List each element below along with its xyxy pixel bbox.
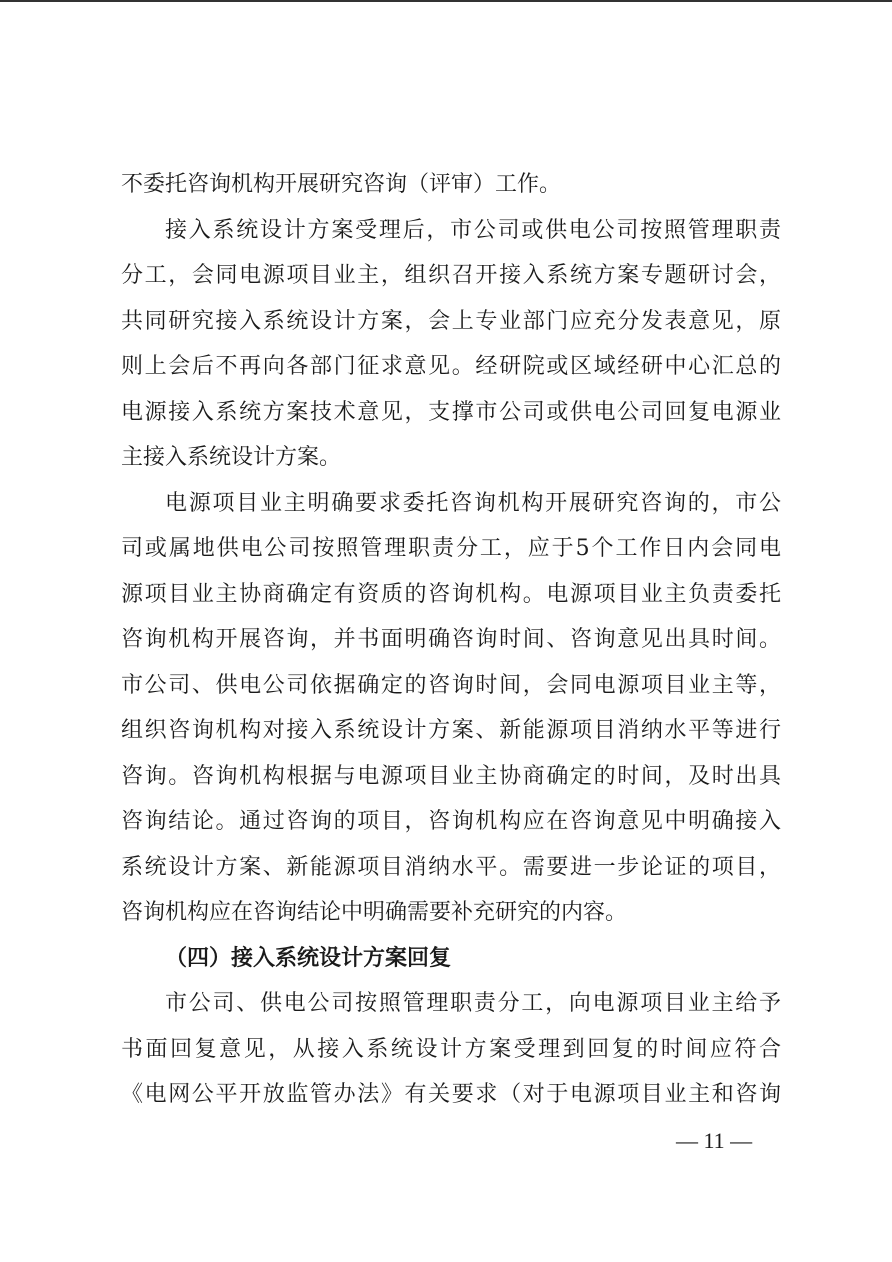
text-line: 电源接入系统方案技术意见，支撑市公司或供电公司回复电源业 [121,399,781,425]
page-number: — 11 — [676,1128,753,1153]
top-border-rule [0,0,892,2]
text-line: 分工，会同电源项目业主，组织召开接入系统方案专题研讨会， [121,263,781,288]
text-line: 书面回复意见，从接入系统设计方案受理到回复的时间应符合 [121,1036,781,1062]
text-line: 不委托咨询机构开展研究咨询（评审）工作。 [121,172,562,197]
text-line: 接入系统设计方案受理后，市公司或供电公司按照管理职责 [165,217,781,243]
section-heading-text: （四）接入系统设计方案回复 [165,944,452,971]
text-line: 咨询机构应在咨询结论中明确需要补充研究的内容。 [121,900,628,925]
section-heading [121,936,781,982]
text-line: 市公司、供电公司依据确定的咨询时间，会同电源项目业主等， [121,672,781,698]
text-line: 咨询。咨询机构根据与电源项目业主协商确定的时间，及时出具 [121,763,781,789]
text-line: 电源项目业主明确要求委托咨询机构开展研究咨询的，市公 [165,490,781,516]
text-line: 咨询结论。通过咨询的项目，咨询机构应在咨询意见中明确接入 [121,809,781,834]
document-body [121,162,781,1118]
text-line: 共同研究接入系统设计方案，会上专业部门应充分发表意见，原 [121,308,781,334]
paragraph-consulting-agency [121,481,781,936]
text-line: 咨询机构开展咨询，并书面明确咨询时间、咨询意见出具时间。 [121,627,781,652]
text-line: 《电网公平开放监管办法》有关要求（对于电源项目业主和咨询 [121,1082,781,1107]
text-line: 司或属地供电公司按照管理职责分工，应于5个工作日内会同电 [121,536,781,561]
text-line: 系统设计方案、新能源项目消纳水平。需要进一步论证的项目， [121,854,781,880]
text-line: 市公司、供电公司按照管理职责分工，向电源项目业主给予 [165,991,781,1016]
text-line: 组织咨询机构对接入系统设计方案、新能源项目消纳水平等进行 [121,718,781,743]
paragraph-reply [121,981,781,1118]
paragraph-review-meeting [121,208,781,481]
text-line: 主接入系统设计方案。 [121,445,342,470]
paragraph-continuation [121,162,781,208]
text-line: 则上会后不再向各部门征求意见。经研院或区域经研中心汇总的 [121,354,781,379]
text-line: 源项目业主协商确定有资质的咨询机构。电源项目业主负责委托 [121,581,781,607]
